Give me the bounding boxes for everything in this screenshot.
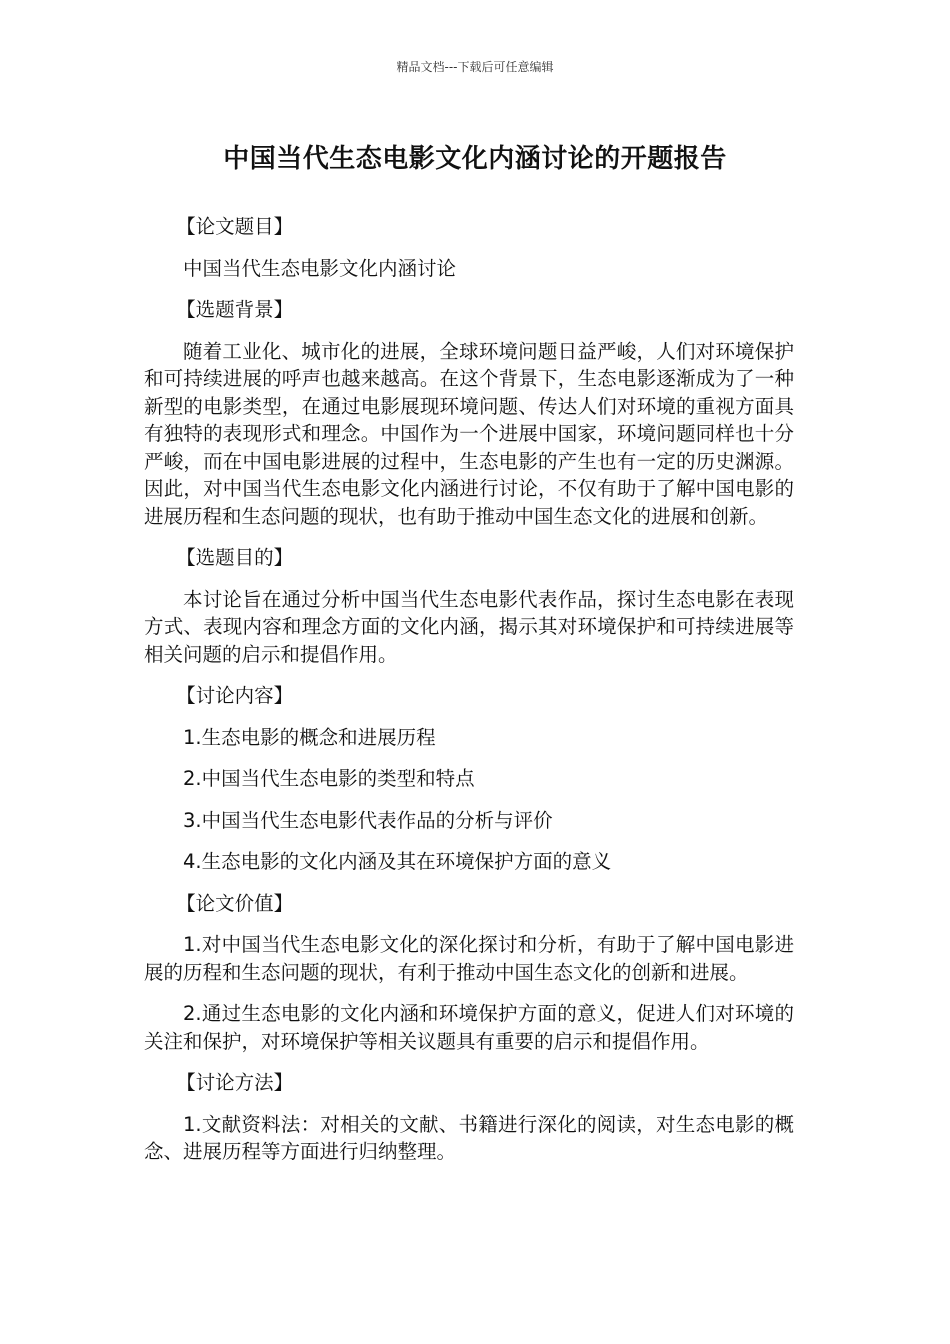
section-heading-purpose: 【选题目的】 [176, 546, 294, 569]
header-note: 精品文档---下载后可任意编辑 [396, 60, 554, 74]
section-heading-content: 【讨论内容】 [176, 684, 294, 707]
content-item-4: 4.生态电影的文化内涵及其在环境保护方面的意义 [183, 850, 612, 873]
method-item-1: 1.文献资料法：对相关的文献、书籍进行深化的阅读，对生态电影的概念、进展历程等方面进行归纳整理。 [144, 1112, 794, 1163]
document-body [144, 213, 794, 1180]
purpose-paragraph: 本讨论旨在通过分析中国当代生态电影代表作品，探讨生态电影在表现方式、表现内容和理念方面的文化内涵，揭示其对环境保护和可持续进展等相关问题的启示和提倡作用。 [144, 587, 794, 666]
topic-text: 中国当代生态电影文化内涵讨论 [183, 256, 457, 280]
value-item-2: 2.通过生态电影的文化内涵和环境保护方面的意义，促进人们对环境的关注和保护，对环境保护等相关议题具有重要的启示和提倡作用。 [144, 1002, 794, 1053]
section-heading-background: 【选题背景】 [176, 298, 294, 321]
background-paragraph: 随着工业化、城市化的进展，全球环境问题日益严峻，人们对环境保护和可持续进展的呼声也越来越高。在这个背景下，生态电影逐渐成为了一种新型的电影类型，在通过电影展现环境问题、传达人们对环境的重视方面具有独特的表现形式和理念。中国作为一个进展中国家，环境问题同样也十分严峻，而在中国电影进展的过程中，生态电影的产生也有一定的历史渊源。因此，对中国当代生态电影文化内涵进行讨论，不仅有助于了解中国电影的进展历程和生态问题的现状，也有助于推动中国生态文化的进展和创新。 [144, 339, 794, 528]
section-heading-topic: 【论文题目】 [176, 215, 294, 238]
content-item-3: 3.中国当代生态电影代表作品的分析与评价 [183, 808, 553, 832]
value-item-1: 1.对中国当代生态电影文化的深化探讨和分析，有助于了解中国电影进展的历程和生态问题的现状，有利于推动中国生态文化的创新和进展。 [144, 933, 794, 984]
content-item-1: 1.生态电影的概念和进展历程 [183, 725, 436, 749]
section-heading-value: 【论文价值】 [176, 891, 294, 915]
section-heading-method: 【讨论方法】 [176, 1071, 294, 1094]
document-title: 中国当代生态电影文化内涵讨论的开题报告 [223, 144, 727, 174]
content-item-2: 2.中国当代生态电影的类型和特点 [183, 767, 475, 790]
